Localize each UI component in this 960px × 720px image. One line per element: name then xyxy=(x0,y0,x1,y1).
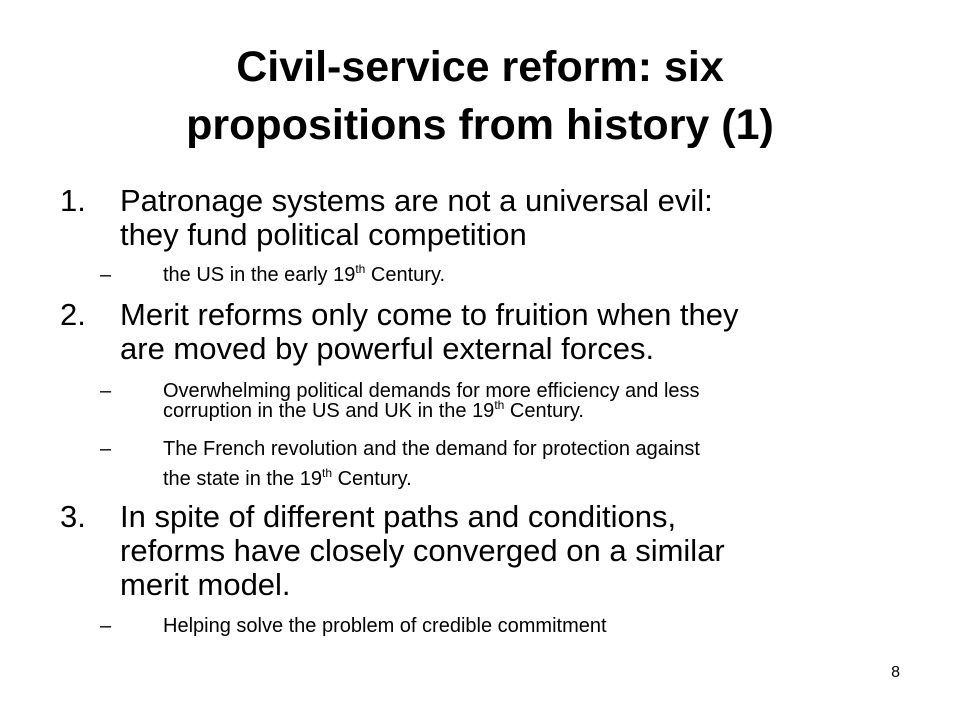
sub-item-text-part: the state in the 19 xyxy=(163,468,323,490)
page-number: 8 xyxy=(891,664,900,681)
sub-item-text xyxy=(163,381,903,421)
list-item-text xyxy=(120,184,910,252)
dash-bullet: – xyxy=(100,264,112,286)
slide-title-line-1: Civil-service reform: six xyxy=(236,43,724,91)
slide-title-line-2: propositions from history (1) xyxy=(186,101,774,149)
list-item-number: 3. xyxy=(60,499,86,534)
list-item-line: merit model. xyxy=(120,567,291,602)
sub-item-text-part: the US in the early 19 xyxy=(163,264,356,286)
superscript: th xyxy=(494,398,505,412)
list-item-line: Merit reforms only come to fruition when they xyxy=(120,297,739,332)
list-item-line: they fund political competition xyxy=(120,217,527,252)
sub-item-text xyxy=(163,264,903,286)
dash-bullet: – xyxy=(100,380,112,402)
list-item-text xyxy=(120,500,910,602)
list-item-line: are moved by powerful external forces. xyxy=(120,331,655,366)
sub-item-text-part: corruption in the US and UK in the 19 xyxy=(163,400,495,422)
list-item-text xyxy=(120,298,910,366)
dash-bullet: – xyxy=(100,438,112,460)
sub-item-text xyxy=(163,615,903,637)
list-item-line: reforms have closely converged on a similar xyxy=(120,533,725,568)
slide-title xyxy=(60,38,900,154)
list-item-number: 1. xyxy=(60,183,86,218)
superscript: th xyxy=(322,466,333,480)
superscript: th xyxy=(355,262,366,276)
sub-item-line: Overwhelming political demands for more efficiency and less xyxy=(163,380,700,402)
list-item-line: Patronage systems are not a universal evil: xyxy=(120,183,713,218)
sub-item-text-part: Century. xyxy=(504,400,584,422)
dash-bullet: – xyxy=(100,615,112,637)
sub-item-text-part: Century. xyxy=(365,264,446,286)
sub-item-line: Helping solve the problem of credible commitment xyxy=(163,615,607,637)
sub-item-text-part: Century. xyxy=(332,468,412,490)
sub-item-text xyxy=(163,434,903,494)
list-item-line: In spite of different paths and conditions, xyxy=(120,499,677,534)
sub-item-line: The French revolution and the demand for protection against xyxy=(163,438,700,460)
list-item-number: 2. xyxy=(60,297,86,332)
